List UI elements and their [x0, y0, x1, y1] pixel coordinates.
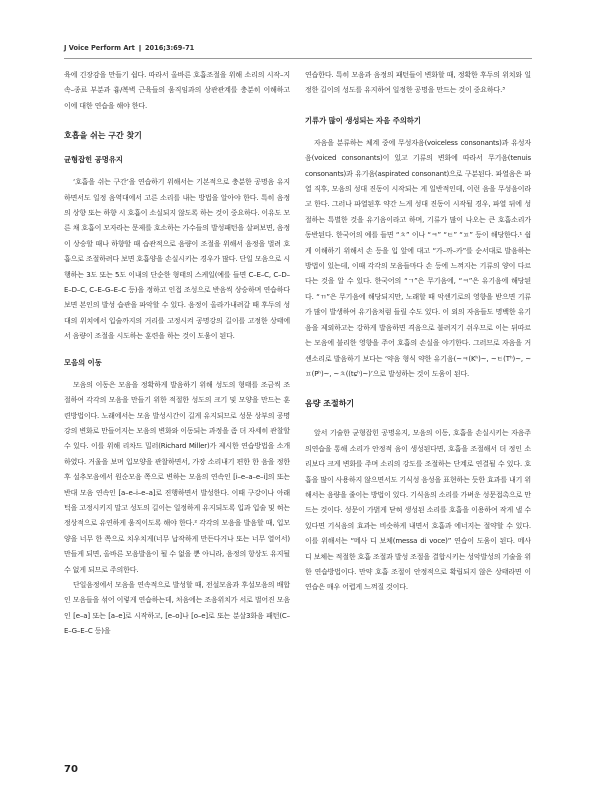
subsection-heading: 균형잡힌 공명유지: [64, 155, 123, 165]
left-column: [64, 68, 290, 640]
section-heading: 호흡을 쉬는 구간 찾기: [64, 131, 142, 141]
paragraph: 앞서 기술한 균형잡힌 공명유지, 모음의 이동, 호흡을 손실시키는 자음주의연습을 통해 소리가 안정적 음이 생성된다면, 호흡을 조절해서 더 정인 소리보다 크게 변화를 주며 소리의 강도를 조절하는 단계로 연결될 수 있다. 호흡을 많이 사용하지 않으면서도 기식성 음성을 표현하는 듯한 효과를 내기 위해서는 음량을 줄이는 방법이 있다. 기식음의 소리를 가벼운 성문접촉으로 만드는 것이다. 성문이 가벍게 닫혀 생성된 소리를 호흡을 이용하여 작게 낼 수 있다면 기식음의 효과는 비슷하게 내면서 호흡과 에너지는 절약할 수 있다. 이를 위해서는 “메사 디 보체(messa di voce)” 연습이 도움이 된다. 메사 디 보체는 적절한 호흡 조절과 발성 조절을 결합시키는 성악발성의 기술을 위한 연습방법이다. 만약 호흡 조절이 안정적으로 확립되지 않은 상태라면 이 연습은 매우 어렵게 느껴질 것이다.: [305, 429, 531, 592]
paragraph-intro: 육에 긴장감을 만들기 쉽다. 따라서 올바른 호흡조절을 위해 소리의 시작–지속–종료 부분과 흉/복벽 근육들의 움직임과의 상관관계를 충분히 이해하고 이에 대한 연습을 해야 한다.: [64, 71, 290, 110]
subsection-heading: 기류가 많이 생성되는 자음 주의하기: [305, 115, 421, 125]
paragraph: 자음을 분류하는 체계 중에 무성자음(voiceless consonants)과 유성자음(voiced consonants)이 있고 기류의 변화에 따라서 무기음(tenuis consonants)과 유기음(aspirated consonant)으로 구분된다. 파열음은 파열 직후, 모음의 성대 진동이 시작되는 게 일반적인데, 이런 음을 무성음이라고 한다. 그러나 파열된후 약간 느게 성대 진동이 시작될 경우, 파열 뒤에 성절하는 특별한 것을 유기음이라고 하며, 기류가 많이 나오는 큰 호흡소리가 동반된다. 한국어의 예를 들면 “ㅊ” 이나 “ㅋ” “ㅌ” “ㅍ” 등이 해당한다.¹ 쉽게 이해하기 위해서 손 등을 입 앞에 대고 “가–까–카”를 순서대로 발음하는 방법이 있는데, 이때 각각의 모음들마다 손 등에 느껴지는 기류의 양이 다르다는 것을 알 수 있다. 한국어의 “ㄱ”은 무기음에, “ㅋ”은 유기음에 해당된다. “ㄲ”은 무기음에 해당되지만, 노래할 때 악센기로의 영향을 받으면 기류가 많이 발생하여 유기음처럼 들릴 수도 있다. 이 외의 자음들도 명백한 유기음을 제외하고는 강하게 발음하면 격음으로 불려지기 쉬우므로 이는 뒤따르는 모음에 불리한 영향을 주어 호흡의 손실을 야기한다. 그러므로 자음을 거센소리로 발음하기 보다는 ‘약음 형식 약한 유기음(~ㅋ(Kʰ)~, ~ㅌ(Tʰ)~, ~ㅍ(Pʰ)~, ~ㅊ((tɕʰ)~)’으로 발성하는 것이 도움이 된다.: [305, 138, 531, 378]
journal-citation: J Voice Perform Art ❙ 2016;3:69-71: [64, 44, 195, 52]
paragraph: 단일음정에서 모음을 연속적으로 발성할 때, 전설모음과 후설모음의 배합인 모음들을 섞어 이렇게 연습하는데, 처음에는 조음위치가 서로 벌어진 모음인 [e–a] 또는 [a–e]로 시작하고, [e–o]나 [o–e]로 또는 분살3화음 패턴(C–E–G–E–C 등)을: [64, 580, 290, 636]
paragraph-continued: 연습한다. 특히 모음과 음정의 패턴들이 변화할 때, 정확한 후두의 위치와 일정한 길이의 성도를 유지하여 일정한 공명을 만드는 것이 중요하다.³: [305, 71, 531, 95]
subsection-heading: 모음의 이동: [64, 357, 102, 367]
paragraph: ‘호흡을 쉬는 구간’을 연습하기 위해서는 기본적으로 충분한 공명음 유지하면서도 일정 음역대에서 고른 소리를 내는 방법을 알아야 한다. 특히 음정의 상향 또는 하향 시 호흡이 소실되지 않도록 하는 것이 중요하다. 이유도 모른 채 호흡이 모자라는 문제를 호소하는 가수들의 발성패턴을 살펴보면, 음정이 상승할 때나 하향할 때 습관적으로 음량이 조절을 위해서 음정을 벌려 호흡으로 조절하려다 보면 호흡양을 손실시키는 경우가 많다. 단일 모음으로 시행하는 3도 또는 5도 이내의 단순한 형태의 스케일(예를 들면 C–E–C, C–D–E–D–C, C–E–G–E–C 등)을 정하고 인접 조성으로 반음씩 상승하며 연습하다 보면 본인의 발성 습관을 파악할 수 있다. 음정이 올라가내려갈 때 후두의 성대의 위치에서 입술까지의 거리를 고정시켜 공명강의 길이를 고정한 상태에서 음량이 조절을 시도하는 훈련을 하는 것이 도움이 된다.: [64, 178, 290, 341]
header-rule: [64, 58, 532, 59]
section-heading: 음량 조절하기: [305, 399, 355, 409]
running-header: [64, 44, 532, 59]
page-number: 70: [64, 764, 78, 775]
right-column: [305, 68, 531, 596]
paragraph: 모음의 이동은 모음을 정확하게 발음하기 위해 성도의 형태를 조금씩 조절하여 각각의 모음을 만들기 위한 적절한 성도의 크기 및 모양을 만드는 훈련방법이다. 노래에서는 모음 발성시간이 길게 유지되므로 성문 상부의 공명강의 변화로 만들어지는 모음의 변화와 이동되는 과정을 좀 더 자세히 관찰할 수 있다. 이를 위해 리차드 밀러(Richard Miller)가 제시한 연습방법을 소개하였다. 거울을 보며 입모양을 관찰하면서, 가장 소리내기 편한 한 음을 정한 후 설추모음에서 원순모음 쪽으로 변하는 모음의 연속인 [i–e–a–e–i]의 또는 반대 모음 연속인 [a–e–i–e–a]로 진행하면서 발성한다. 이때 구강이나 아래턱을 고정시키지 말고 성도의 길이는 일정하게 유지되도록 입과 입술 및 혀는 정상적으로 유연하게 움직이도록 해야 한다.² 각각의 모음을 발음할 때, 입모양을 너무 한 쪽으로 치우치게(너무 납작하게 만든다거나 또는 너무 열어서) 만들게 되면, 올바른 모음발음이 될 수 없을 뿐 아니라, 음정의 항상도 유지될 수 없게 되므로 주의한다.: [64, 380, 290, 574]
